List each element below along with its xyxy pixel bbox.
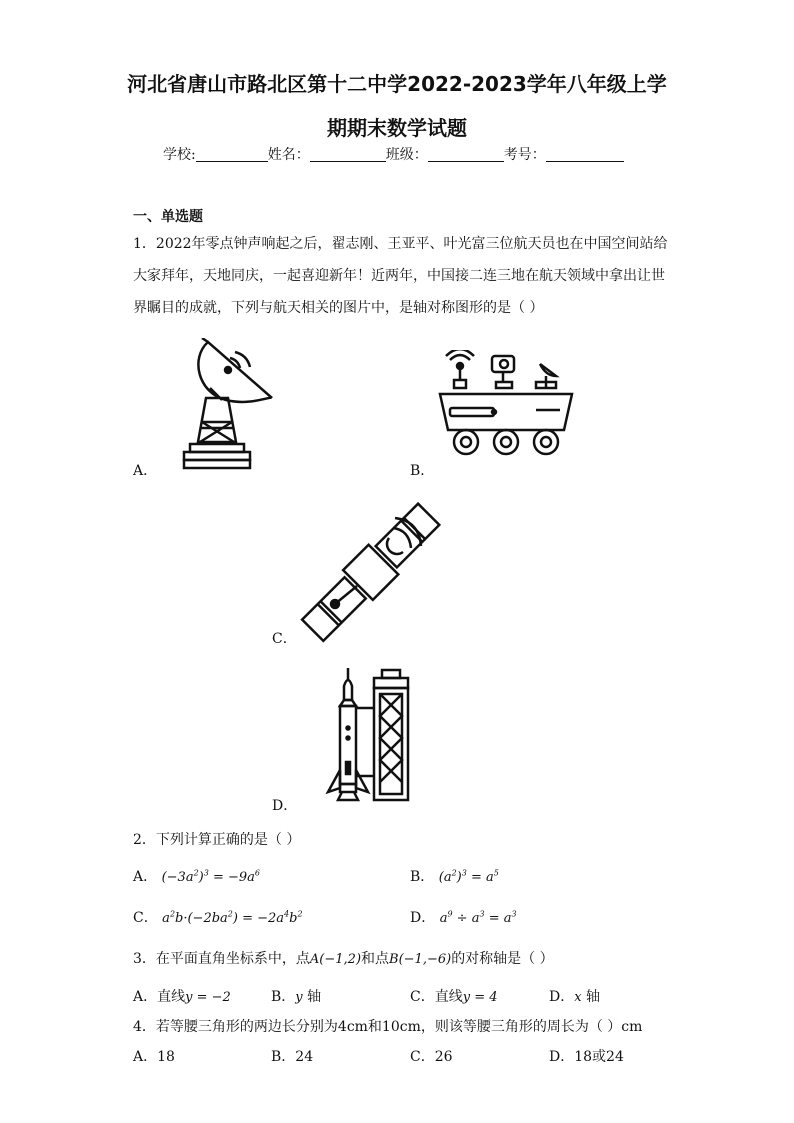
rocket-launch-icon xyxy=(324,666,439,806)
q1-option-b-label[interactable]: B． xyxy=(410,463,435,479)
q3-option-d[interactable]: D．x 轴 xyxy=(549,989,601,1005)
exam-title-line1: 河北省唐山市路北区第十二中学2022-2023学年八年级上学 xyxy=(127,72,667,96)
q3-option-b[interactable]: B．y 轴 xyxy=(271,989,322,1005)
class-label: 班级： xyxy=(385,147,428,163)
section-heading: 一、单选题 xyxy=(133,209,203,225)
school-label: 学校: xyxy=(163,147,196,163)
class-blank[interactable] xyxy=(428,147,504,162)
q4-stem: 4．若等腰三角形的两边长分别为4cm和10cm，则该等腰三角形的周长为（ ）cm xyxy=(133,1019,643,1035)
q4-option-b[interactable]: B．24 xyxy=(271,1049,314,1065)
q2-option-b-label: B． xyxy=(410,869,435,885)
q2-option-a[interactable]: A． $(-3a^2)^3 = -9a^6$ xyxy=(133,868,261,885)
name-blank[interactable] xyxy=(310,147,386,162)
q2-option-b[interactable]: B． $(a^2)^3 = a^5$ xyxy=(410,868,499,885)
satellite-icon xyxy=(295,498,445,643)
radar-dish-icon xyxy=(180,338,275,473)
school-blank[interactable] xyxy=(196,147,268,162)
q2-option-c[interactable]: C． $a^2b\cdot(-2ba^2) = -2a^4b^2$ xyxy=(133,909,303,926)
q4-option-c[interactable]: C．26 xyxy=(410,1049,453,1065)
q3-option-a[interactable]: A．直线y = −2 xyxy=(133,989,231,1005)
number-label: 考号： xyxy=(503,147,546,163)
q2-option-d[interactable]: D． $a^9 \div a^3 = a^3$ xyxy=(410,909,517,926)
q2-option-d-label: D． xyxy=(410,910,436,926)
q2-option-c-label: C． xyxy=(133,910,158,926)
q3-stem: 3．在平面直角坐标系中，点A(−1,2)和点B(−1,−6)的对称轴是（ ） xyxy=(133,951,554,967)
number-blank[interactable] xyxy=(546,147,624,162)
rover-icon xyxy=(436,350,576,460)
q2-option-a-label: A． xyxy=(133,869,158,885)
q1-option-d-label[interactable]: D． xyxy=(272,798,298,814)
q4-option-d[interactable]: D．18或24 xyxy=(549,1049,624,1065)
q1-option-c-label[interactable]: C． xyxy=(272,631,297,647)
q1-stem-line3: 界瞩目的成就，下列与航天相关的图片中，是轴对称图形的是（ ） xyxy=(133,300,544,316)
q3-option-c[interactable]: C．直线y = 4 xyxy=(410,989,498,1005)
exam-title-line2: 期期末数学试题 xyxy=(327,116,467,140)
name-label: 姓名： xyxy=(267,147,310,163)
q2-stem: 2．下列计算正确的是（ ） xyxy=(133,832,301,848)
student-info-row xyxy=(163,144,624,164)
q1-stem-line2: 大家拜年，天地同庆，一起喜迎新年！近两年，中国接二连三地在航天领域中拿出让世 xyxy=(133,268,665,284)
q1-option-a-label[interactable]: A． xyxy=(133,463,158,479)
q4-option-a[interactable]: A．18 xyxy=(133,1049,175,1065)
q1-stem-line1: 1．2022年零点钟声响起之后，翟志刚、王亚平、叶光富三位航天员也在中国空间站给 xyxy=(133,236,668,252)
